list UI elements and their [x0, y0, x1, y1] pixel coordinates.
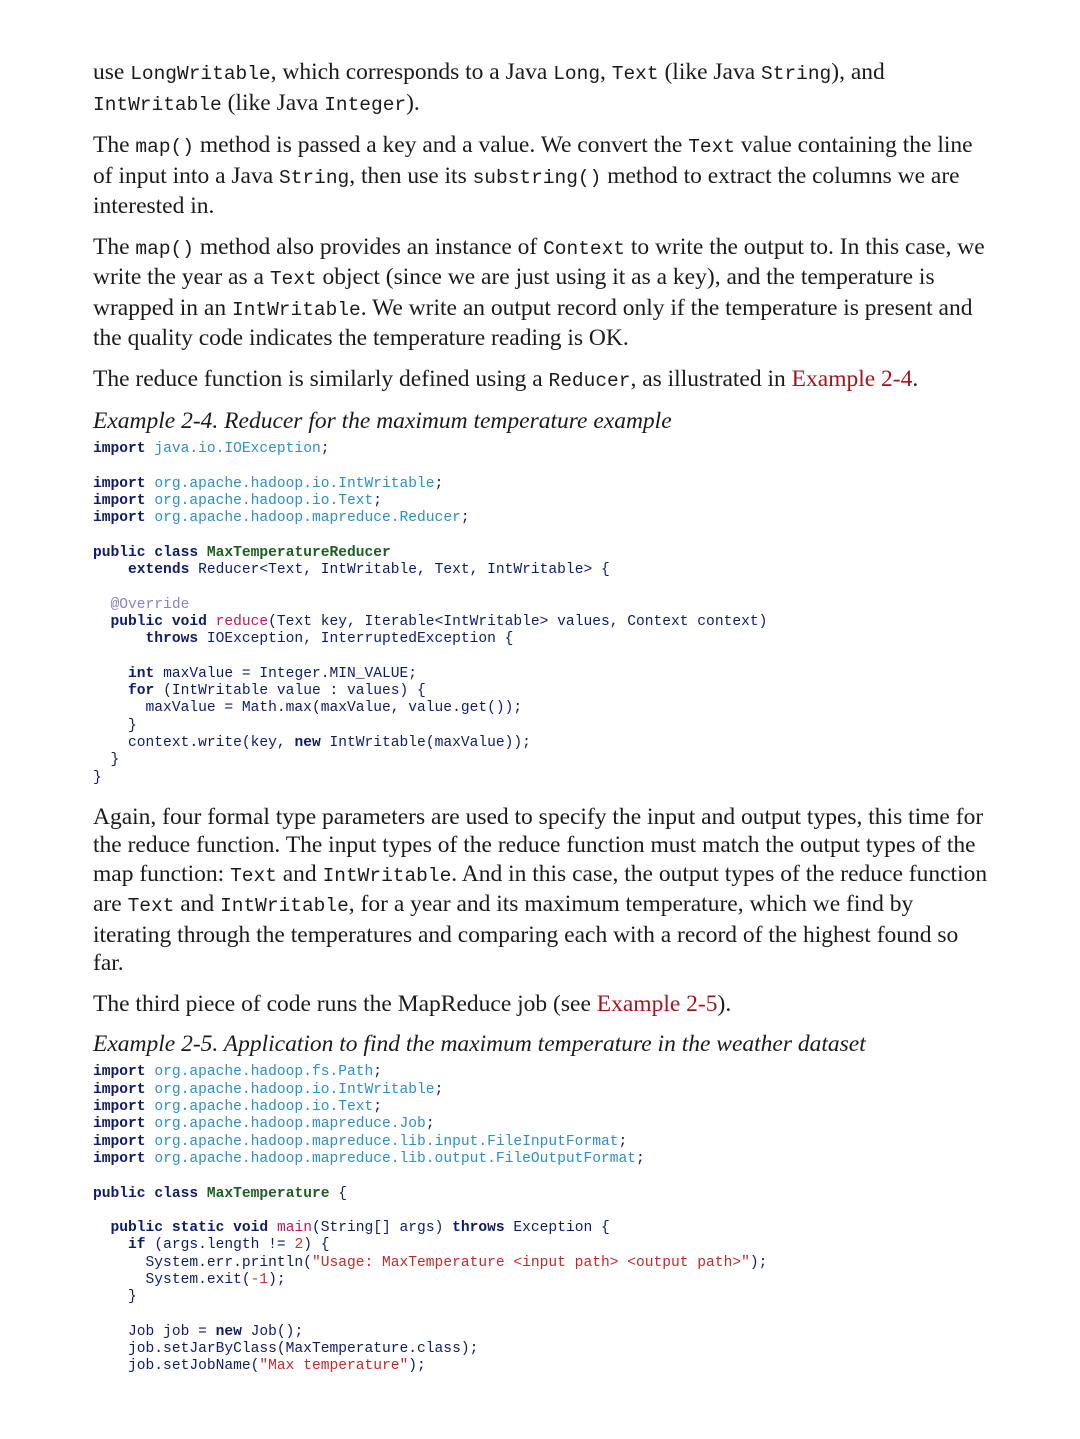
keyword: throws — [452, 1220, 505, 1237]
keyword: throws — [145, 631, 199, 648]
code-text: IOException, InterruptedException { — [206, 631, 514, 648]
punct: ; — [320, 441, 330, 457]
inline-code: Text — [127, 895, 175, 918]
method-name: main — [276, 1220, 312, 1237]
paragraph-reduce-intro — [93, 365, 993, 396]
punct: ; — [636, 1150, 645, 1167]
punct: ; — [373, 1064, 383, 1081]
example-2-5-link[interactable]: Example 2-5 — [596, 990, 718, 1017]
import-path: org.apache.hadoop.mapreduce.lib.input.FileInputFormat — [154, 1133, 619, 1150]
import-path: org.apache.hadoop.io.IntWritable — [154, 475, 435, 492]
inline-code: map() — [135, 237, 194, 260]
inline-code: IntWritable — [232, 298, 361, 321]
keyword: import — [93, 1064, 146, 1081]
inline-code: Text — [230, 864, 277, 887]
text: Again, four formal type parameters are used to specify the input and output types, this time for the reduce function. The input types of the reduce function must match the output types of the map function: — [93, 803, 984, 887]
keyword: void — [171, 613, 207, 630]
inline-code: substring() — [472, 166, 602, 189]
example-2-4-caption: Example 2-4. Reducer for the maximum temperature example — [93, 408, 672, 434]
paragraph-third-piece — [93, 990, 993, 1019]
keyword: import — [93, 1150, 146, 1167]
inline-code: Reducer — [548, 369, 631, 392]
keyword: new — [215, 1323, 242, 1340]
code-text: (args.length != — [154, 1237, 295, 1254]
text: . And in this case, the output types of the reduce function are — [93, 860, 988, 918]
keyword: import — [93, 1133, 146, 1150]
text: method also provides an instance of — [193, 233, 544, 260]
inline-code: map() — [135, 136, 194, 158]
inline-code: LongWritable — [130, 63, 271, 85]
code-text: ) { — [303, 1237, 330, 1254]
punct: { — [338, 1185, 348, 1202]
code-text: job.setJobName( — [128, 1358, 260, 1375]
code-text: (String[] args) — [311, 1220, 453, 1237]
text: ). — [717, 990, 732, 1017]
keyword: new — [294, 735, 321, 752]
code-text: Reducer<Text, IntWritable, Text, IntWritable> { — [198, 562, 610, 579]
keyword: import — [93, 492, 146, 509]
keyword: class — [154, 1185, 199, 1202]
import-path: java.io.IOException — [154, 441, 321, 457]
code-text: Exception { — [513, 1220, 610, 1237]
inline-code: String — [279, 166, 350, 189]
code-text: IntWritable(maxValue)); — [329, 735, 531, 752]
example-2-4-link[interactable]: Example 2-4 — [791, 365, 913, 392]
code-text: (IntWritable value : values) { — [163, 683, 426, 700]
import-path: org.apache.hadoop.io.Text — [154, 1099, 374, 1116]
code-text: (Text key, Iterable<IntWritable> values, Context context) — [268, 613, 768, 630]
text: The third piece of code runs the MapReduce job (see — [93, 990, 597, 1017]
inline-code: IntWritable — [220, 895, 349, 918]
code-text: System.exit( — [145, 1272, 251, 1288]
keyword: import — [93, 1116, 146, 1133]
text: and — [276, 860, 323, 887]
inline-code: IntWritable — [322, 864, 452, 887]
text: value containing the line of input into a Java — [93, 132, 973, 189]
code-text: job.setJarByClass(MaxTemperature.class); — [128, 1341, 479, 1358]
inline-code: String — [761, 63, 832, 85]
code-text: Job job = — [128, 1323, 216, 1340]
keyword: import — [93, 1081, 146, 1098]
keyword: import — [93, 1099, 146, 1116]
inline-code: Context — [543, 237, 626, 260]
text: , as illustrated in — [630, 365, 792, 392]
keyword: public — [110, 1220, 164, 1237]
paragraph-type-params — [93, 803, 993, 978]
string-literal: "Usage: MaxTemperature <input path> <output path>" — [311, 1254, 750, 1271]
text: (like Java — [221, 89, 325, 116]
inline-code: Integer — [324, 93, 407, 116]
text: to write the output to. In this case, we write the year as a — [93, 233, 985, 290]
code-text: System.err.println( — [145, 1254, 312, 1271]
number-literal: -1 — [250, 1272, 269, 1288]
text: object (since we are just using it as a key), and the temperature is wrapped in an — [93, 264, 935, 321]
text: The — [93, 233, 136, 260]
text: method is passed a key and a value. We convert the — [193, 132, 689, 158]
book-page — [93, 58, 993, 1392]
paragraph-types — [93, 58, 993, 119]
example-2-5-caption: Example 2-5. Application to find the maximum temperature in the weather dataset — [93, 1031, 866, 1058]
punct: } — [128, 1289, 137, 1306]
punct: } — [93, 769, 102, 786]
inline-code: Long — [553, 63, 601, 85]
keyword: extends — [128, 562, 190, 579]
text: and — [174, 891, 221, 918]
inline-code: IntWritable — [93, 93, 222, 116]
method-name: reduce — [215, 613, 269, 630]
punct: } — [110, 752, 120, 769]
keyword: if — [128, 1237, 146, 1254]
text: The reduce function is similarly defined using a — [93, 365, 549, 392]
punct: ; — [434, 475, 444, 492]
inline-code: Text — [688, 136, 736, 158]
paragraph-context — [93, 233, 993, 353]
keyword: import — [93, 510, 146, 527]
text: ), and — [831, 59, 885, 85]
punct: ; — [434, 1081, 444, 1098]
import-path: org.apache.hadoop.io.Text — [154, 492, 374, 509]
code-text: ); — [268, 1272, 286, 1288]
code-text: context.write(key, — [128, 735, 295, 752]
keyword: static — [171, 1220, 225, 1237]
inline-code: Text — [611, 63, 659, 85]
text: The — [93, 132, 136, 158]
example-2-4-code — [93, 441, 993, 787]
punct: ; — [425, 1116, 435, 1133]
code-text: ); — [749, 1254, 768, 1271]
inline-code: Text — [269, 268, 317, 290]
keyword: for — [128, 683, 155, 700]
keyword: import — [93, 441, 146, 457]
text: , then use its — [349, 162, 473, 189]
text: . We write an output record only if the temperature is present and the quality code indicates the temperature reading is OK. — [93, 294, 973, 351]
keyword: public — [93, 544, 146, 561]
text: ). — [406, 89, 420, 116]
text: , for a year and its maximum temperature, which we find by iterating through the temperatures and comparing each with a record of the highest found so far. — [93, 891, 959, 977]
text: use — [93, 59, 131, 85]
import-path: org.apache.hadoop.fs.Path — [154, 1064, 374, 1081]
class-name: MaxTemperatureReducer — [206, 544, 391, 561]
import-path: org.apache.hadoop.io.IntWritable — [154, 1081, 435, 1098]
example-2-5-code — [93, 1064, 993, 1375]
text: . — [912, 365, 919, 392]
keyword: void — [233, 1220, 269, 1237]
class-name: MaxTemperature — [206, 1185, 330, 1202]
punct: ; — [373, 1099, 383, 1116]
annotation: @Override — [110, 596, 190, 613]
punct: ; — [460, 510, 470, 527]
punct: ; — [373, 492, 383, 509]
keyword: class — [154, 544, 199, 561]
import-path: org.apache.hadoop.mapreduce.Job — [154, 1116, 426, 1133]
code-text: maxValue = Math.max(maxValue, value.get()); — [145, 700, 523, 717]
keyword: int — [128, 665, 155, 682]
code-text: maxValue = Integer.MIN_VALUE; — [163, 665, 418, 682]
keyword: public — [93, 1185, 146, 1202]
paragraph-map-method — [93, 131, 993, 221]
text: , — [600, 59, 612, 85]
keyword: public — [110, 613, 164, 630]
code-text: ); — [408, 1358, 426, 1375]
code-text: Job(); — [250, 1323, 304, 1340]
punct: ; — [618, 1133, 628, 1150]
string-literal: "Max temperature" — [259, 1358, 409, 1375]
import-path: org.apache.hadoop.mapreduce.Reducer — [154, 510, 461, 527]
number-literal: 2 — [294, 1237, 304, 1254]
text: (like Java — [658, 59, 762, 85]
text: method to extract the columns we are interested in. — [93, 162, 960, 219]
punct: } — [128, 717, 137, 734]
import-path: org.apache.hadoop.mapreduce.lib.output.FileOutputFormat — [154, 1150, 636, 1167]
keyword: import — [93, 475, 146, 492]
text: , which corresponds to a Java — [270, 59, 554, 85]
